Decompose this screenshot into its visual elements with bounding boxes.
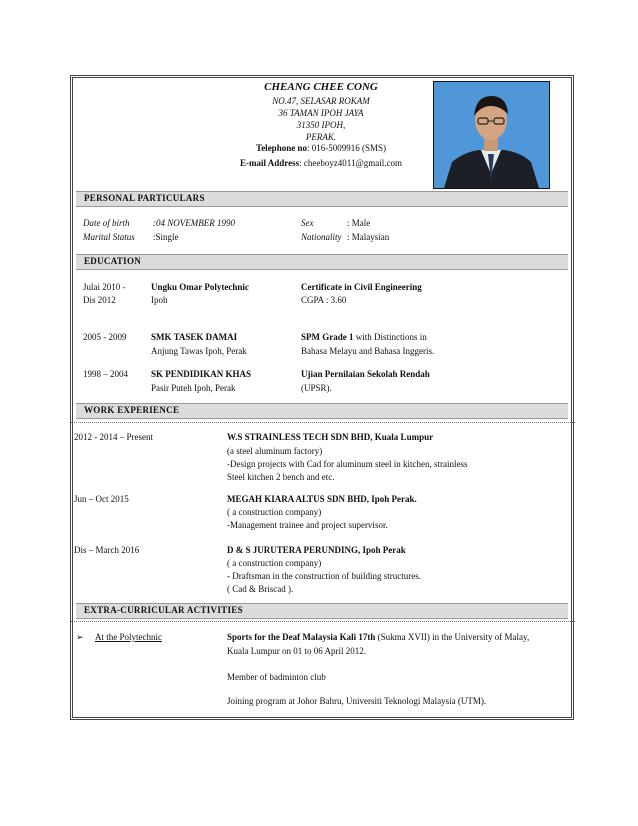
edu-date: Dis 2012 [83,295,116,305]
phone-label: Telephone no [256,143,307,153]
section-title: EDUCATION [84,256,142,266]
phone-value: : 016-5009916 (SMS) [306,143,386,153]
work-period: Jun – Oct 2015 [74,494,129,504]
person-portrait-icon [434,82,549,188]
edu-date: 1998 – 2004 [83,369,128,379]
divider [71,422,575,423]
edu-place: Pasir Puteh Ipoh, Perak [151,383,236,393]
address-line-3: 31350 IPOH, [296,120,346,130]
resume-page [70,75,574,720]
section-personal-header [76,191,568,207]
work-period: Dis – March 2016 [74,545,140,555]
activity-item: Member of badminton club [227,672,326,682]
divider [71,621,575,622]
edu-school: SK PENDIDIKAN KHAS [151,369,252,379]
section-work-header [76,403,568,419]
work-detail: ( Cad & Briscad ). [227,584,294,594]
activity-item [227,632,529,642]
nationality-label: Nationality [301,232,342,242]
section-title: EXTRA-CURRICULAR ACTIVITIES [84,605,243,615]
work-detail: -Management trainee and project supervisor. [227,520,388,530]
activity-item-line2: Kuala Lumpur on 01 to 06 April 2012. [227,646,366,656]
arrow-bullet-icon: ➢ [76,632,84,642]
edu-qualification-rest: with Distinctions in [353,332,427,342]
work-company: W.S STRAINLESS TECH SDN BHD, Kuala Lumpur [227,432,434,442]
sex-label: Sex [301,218,314,228]
edu-qualification: Certificate in Civil Engineering [301,282,422,292]
edu-qualification-line [301,332,427,342]
edu-detail: Bahasa Melayu and Bahasa Inggeris. [301,346,435,356]
candidate-name: CHEANG CHEE CONG [264,81,378,93]
section-education-header [76,254,568,270]
address-line-4: PERAK. [305,132,337,142]
section-title: PERSONAL PARTICULARS [84,193,205,203]
phone-line [191,141,451,156]
work-detail: ( a construction company) [227,558,322,568]
marital-value: :Single [153,232,179,242]
edu-qualification: SPM Grade 1 [301,332,354,342]
work-detail: - Draftsman in the construction of building structures. [227,571,421,581]
work-period: 2012 - 2014 – Present [74,432,153,442]
address-line-2: 36 TAMAN IPOH JAYA [278,108,364,118]
dob-value: :04 NOVEMBER 1990 [153,218,235,228]
edu-date: 2005 - 2009 [83,332,127,342]
work-company: D & S JURUTERA PERUNDING, Ipoh Perak [227,545,406,555]
section-title: WORK EXPERIENCE [84,405,180,415]
edu-date: Julai 2010 - [83,282,126,292]
work-detail: ( a construction company) [227,507,322,517]
resume-header [71,76,575,191]
email-value: : cheeboyz4011@gmail.com [299,158,403,168]
edu-detail: (UPSR). [301,383,332,393]
activity-title: Sports for the Deaf Malaysia Kali 17th [227,632,376,642]
edu-school: Ungku Omar Polytechnic [151,282,249,292]
work-detail: -Design projects with Cad for aluminum steel in kitchen, strainless [227,459,468,469]
activity-place: At the Polytechnic [95,632,162,642]
nationality-value: : Malaysian [347,232,390,242]
work-detail: Steel kitchen 2 bench and etc. [227,472,335,482]
section-extra-header [76,603,568,619]
edu-detail: CGPA : 3.60 [301,295,347,305]
address-line-1: NO.47, SELASAR ROKAM [272,96,370,106]
marital-label: Marital Status [83,232,135,242]
work-company: MEGAH KIARA ALTUS SDN BHD, Ipoh Perak. [227,494,417,504]
activity-rest: (Sukma XVII) in the University of Malay, [375,632,530,642]
email-line [191,156,451,171]
activity-item: Joining program at Johor Bahru, Universiti Teknologi Malaysia (UTM). [227,696,487,706]
sex-value: : Male [347,218,371,228]
dob-label: Date of birth [83,218,130,228]
profile-photo [433,81,550,189]
work-detail: (a steel aluminum factory) [227,446,323,456]
edu-place: Ipoh [151,295,168,305]
edu-qualification: Ujian Pernilaian Sekolah Rendah [301,369,430,379]
edu-school: SMK TASEK DAMAI [151,332,238,342]
edu-place: Anjung Tawas Ipoh, Perak [151,346,247,356]
email-label: E-mail Address [239,158,300,168]
